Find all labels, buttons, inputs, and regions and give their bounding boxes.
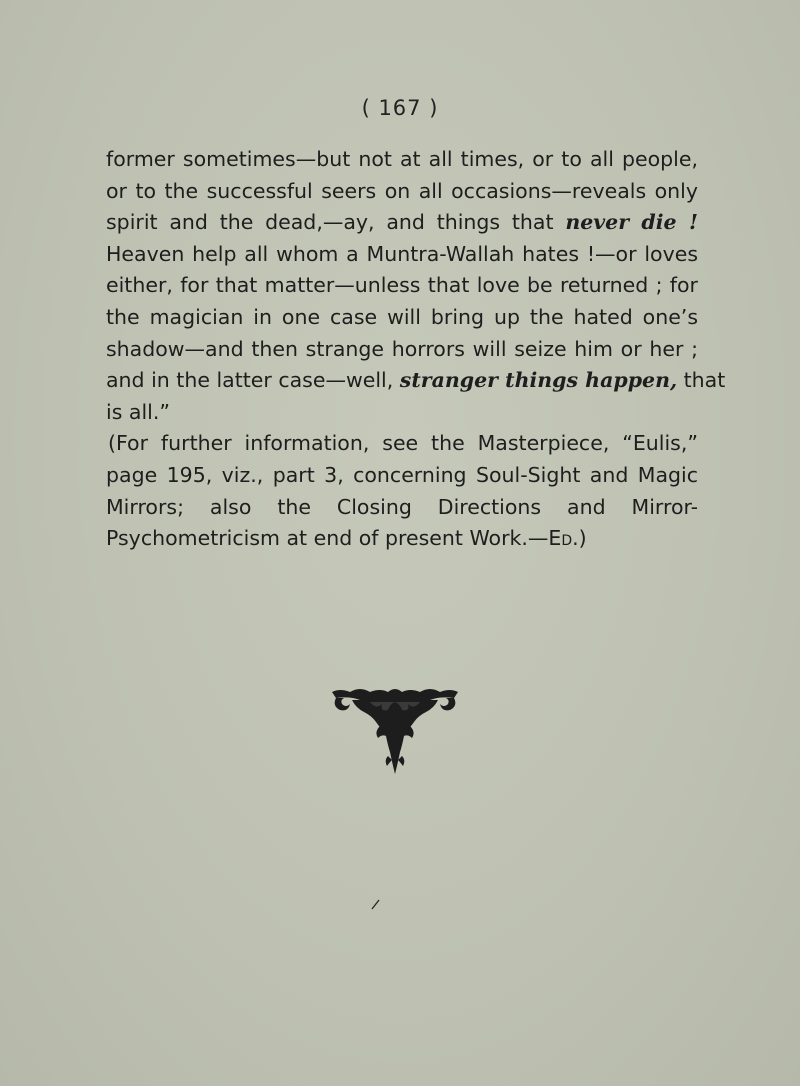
text-line-8 bbox=[106, 365, 726, 397]
text-line-2: or to the successful seers on all occasions—reveals only bbox=[106, 178, 698, 203]
editor-abbrev: Ed. bbox=[548, 526, 579, 551]
text-line-5: either, for that matter—unless that love be returned ; for bbox=[106, 273, 698, 298]
text-line-12: Mirrors; also the Closing Directions and Mirror- bbox=[106, 494, 698, 519]
italic-stranger-things: stranger things happen, bbox=[399, 368, 678, 393]
text-line-9: is all.” bbox=[106, 399, 170, 424]
text-line-13 bbox=[106, 523, 698, 555]
italic-never-die: never die ! bbox=[565, 210, 698, 235]
text-line-7: shadow—and then strange horrors will seize him or her ; bbox=[106, 336, 698, 361]
page-number: ( 167 ) bbox=[361, 96, 439, 120]
text-line-8-start: and in the latter case—well, bbox=[106, 368, 400, 393]
text-line-3-start: spirit and the dead,—ay, and things that bbox=[106, 210, 566, 235]
text-line-10: (For further information, see the Masterpiece, “Eulis,” bbox=[108, 431, 698, 456]
text-line-3 bbox=[106, 207, 698, 239]
tailpiece-ornament-icon bbox=[330, 686, 460, 778]
text-line-4: Heaven help all whom a Muntra-Wallah hates !—or loves bbox=[106, 241, 698, 266]
text-line-6: the magician in one case will bring up the hated one’s bbox=[106, 304, 698, 329]
paper-speck bbox=[371, 898, 381, 910]
body-text bbox=[106, 144, 726, 555]
text-line-1: former sometimes—but not at all times, or to all people, bbox=[106, 147, 698, 171]
closing-paren: ) bbox=[578, 526, 587, 551]
text-line-13-start: Psychometricism at end of present Work.— bbox=[106, 526, 549, 551]
text-line-11: page 195, viz., part 3, concerning Soul-Sight and Magic bbox=[106, 462, 698, 487]
text-line-8-end: that bbox=[677, 368, 726, 393]
